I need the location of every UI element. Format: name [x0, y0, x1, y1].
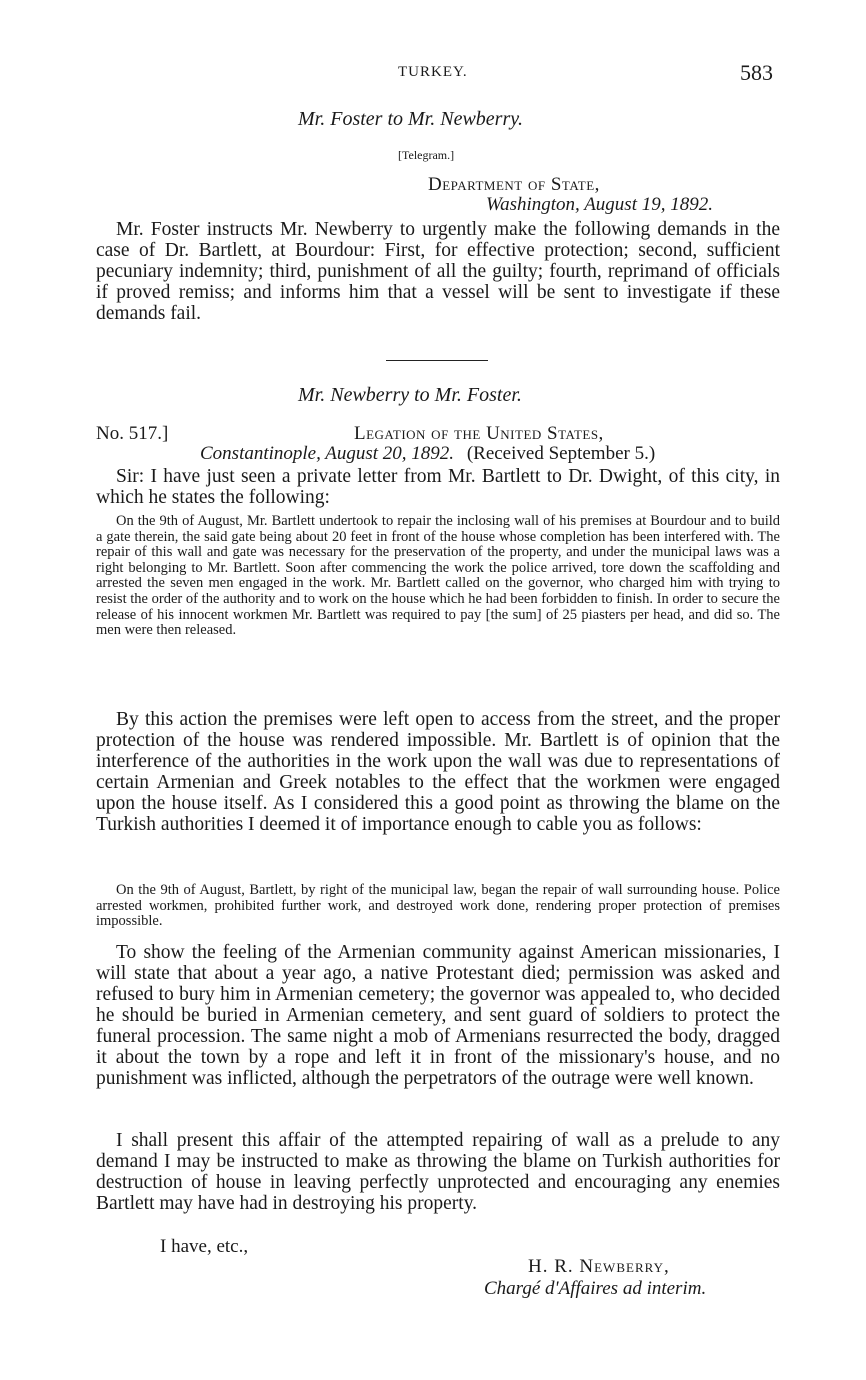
department-line — [428, 174, 600, 196]
running-head — [0, 62, 866, 88]
telegram-label: [Telegram.] — [398, 148, 455, 162]
cable-text: On the 9th of August, Bartlett, by right of the municipal law, began the repair of wall surrounding house. Police arrested workmen, prohibited further work, and destroyed work done, rendering proper protection of premises impossible. — [96, 882, 780, 930]
signer-name-text: H. R. Newberry, — [528, 1256, 670, 1277]
legation-line — [354, 423, 604, 445]
letter1-place-date: Washington, August 19, 1892. — [486, 194, 713, 215]
letter2-paragraph-2: By this action the premises were left open to access from the street, and the proper protection of the house was rendered impossible. Mr. Bartlett is of opinion that the interference of the authorities in the work upon the wall was due to representations of certain Armenian and Greek notables to the effect that the workmen were engaged upon the house itself. As I considered this a good point as throwing the blame on the Turkish authorities I deemed it of importance enough to cable you as follows: — [96, 709, 780, 835]
received-date: (Received September 5.) — [466, 443, 656, 464]
letter1-body: Mr. Foster instructs Mr. Newberry to urgently make the following demands in the case of Dr. Bartlett, at Bourdour: First, for effective protection; second, sufficient pecuniary indemnity; third, punishment of all the guilty; fourth, reprimand of officials if proved remiss; and informs him that a vessel will be sent to investigate if these demands fail. — [96, 219, 780, 324]
letter2-heading: Mr. Newberry to Mr. Foster. — [298, 384, 522, 406]
letter2-paragraph-4: I shall present this affair of the attempted repairing of wall as a prelude to any demand I may be instructed to make as throwing the blame on Turkish authorities for destruction of house in leaving perfectly unprotected and encouraging any enemies Bartlett may have had in destroying his property. — [96, 1130, 780, 1214]
letter2-place-date: Constantinople, August 20, 1892. — [200, 443, 455, 464]
page-number: 583 — [740, 60, 773, 85]
quoted-letter: On the 9th of August, Mr. Bartlett undertook to repair the inclosing wall of his premises at Bourdour and to build a gate therein, the said gate being about 20 feet in front of the house whose completion has been interfered with. The repair of this wall and gate was necessary for the preservation of the property, and under the municipal laws was a right belonging to Mr. Bartlett. Soon after commencing the work the police arrived, tore down the scaffolding and arrested the seven men engaged in the work. Mr. Bartlett called on the governor, who charged him with trying to resist the order of the authority and to work on the house which he had been forbidden to finish. In order to secure the release of his innocent workmen Mr. Bartlett was required to pay [the sum] of 25 piasters per head, and did so. The men were then released. — [96, 513, 780, 639]
legation-text: Legation of the United States, — [354, 423, 604, 444]
letter2-paragraph-3: To show the feeling of the Armenian community against American missionaries, I will state that about a year ago, a native Protestant died; permission was asked and refused to bury him in Armenian cemetery; the governor was appealed to, who decided he should be buried in Armenian cemetery, and sent guard of soldiers to protect the funeral procession. The same night a mob of Armenians resurrected the body, dragged it about the town by a rope and left it in front of the missionary's house, and no punishment was inflicted, although the perpetrators of the outrage were well known. — [96, 942, 780, 1089]
section-divider — [386, 360, 488, 361]
signer-name — [528, 1256, 670, 1278]
signer-title: Chargé d'Affaires ad interim. — [484, 1278, 707, 1299]
letter1-heading: Mr. Foster to Mr. Newberry. — [298, 108, 523, 130]
letter2-place-line — [200, 443, 655, 465]
letter2-paragraph-1: Sir: I have just seen a private letter from Mr. Bartlett to Dr. Dwight, of this city, in which he states the following: — [96, 466, 780, 508]
dispatch-number: No. 517.] — [96, 423, 169, 444]
closing: I have, etc., — [160, 1236, 249, 1257]
department-text: Department of State, — [428, 174, 600, 195]
running-title: TURKEY. — [398, 64, 468, 80]
